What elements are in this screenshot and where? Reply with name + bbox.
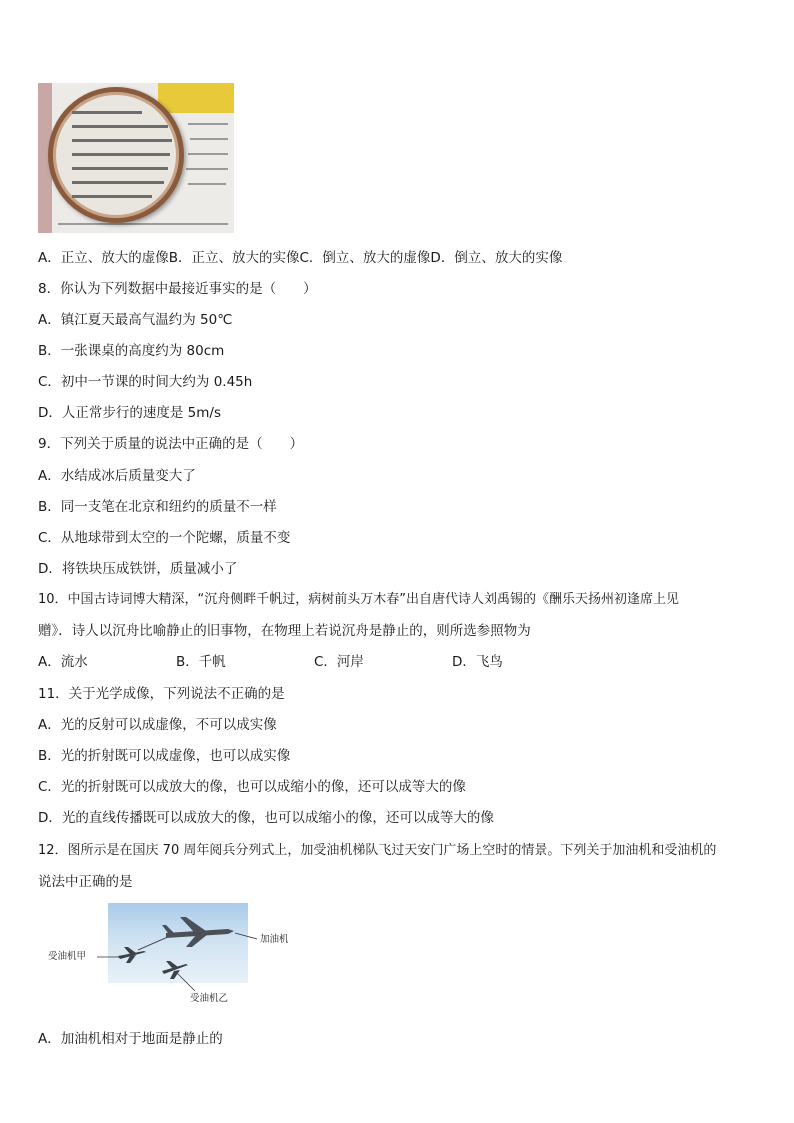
q7-options: A．正立、放大的虚像B．正立、放大的实像C．倒立、放大的虚像D．倒立、放大的实像 bbox=[38, 250, 563, 266]
q8-option-c: C．初中一节课的时间大约为 0.45h bbox=[38, 374, 253, 390]
q8-option-a: A．镇江夏天最高气温约为 50℃ bbox=[38, 312, 233, 328]
q10-stem-line1: 10．中国古诗词博大精深，“沉舟侧畔千帆过，病树前头万木春”出自唐代诗人刘禹锡的《酬乐天扬州初逢席上见 bbox=[38, 592, 680, 607]
q9-option-c: C．从地球带到太空的一个陀螺，质量不变 bbox=[38, 530, 291, 546]
q11-stem: 11．关于光学成像，下列说法不正确的是 bbox=[38, 686, 285, 702]
label-tanker: 加油机 bbox=[260, 934, 289, 945]
q10-option-b: B．千帆 bbox=[176, 654, 226, 670]
magnifier-photo bbox=[38, 83, 234, 233]
q10-option-c: C．河岸 bbox=[314, 654, 364, 670]
q9-option-d: D．将铁块压成铁饼，质量减小了 bbox=[38, 561, 238, 577]
q8-option-d: D．人正常步行的速度是 5m/s bbox=[38, 405, 222, 421]
q8-stem: 8．你认为下列数据中最接近事实的是（ ） bbox=[38, 281, 317, 297]
label-leader-lines bbox=[95, 925, 265, 1000]
q9-option-a: A．水结成冰后质量变大了 bbox=[38, 468, 196, 484]
q11-option-c: C．光的折射既可以成放大的像，也可以成缩小的像，还可以成等大的像 bbox=[38, 779, 466, 795]
q12-stem-line1: 12．图所示是在国庆 70 周年阅兵分列式上，加受油机梯队飞过天安门广场上空时的情景。下列关于加油机和受油机的 bbox=[38, 843, 717, 858]
q11-option-a: A．光的反射可以成虚像，不可以成实像 bbox=[38, 717, 277, 733]
q10-option-a: A．流水 bbox=[38, 654, 88, 670]
q11-option-b: B．光的折射既可以成虚像，也可以成实像 bbox=[38, 748, 291, 764]
q9-stem: 9．下列关于质量的说法中正确的是（ ） bbox=[38, 436, 304, 452]
q9-option-b: B．同一支笔在北京和纽约的质量不一样 bbox=[38, 499, 277, 515]
label-receiver-a: 受油机甲 bbox=[48, 951, 87, 962]
q10-option-d: D．飞鸟 bbox=[452, 654, 503, 670]
q10-stem-line2: 赠》．诗人以沉舟比喻静止的旧事物，在物理上若说沉舟是静止的，则所选参照物为 bbox=[38, 623, 531, 639]
q11-option-d: D．光的直线传播既可以成放大的像，也可以成缩小的像，还可以成等大的像 bbox=[38, 810, 494, 826]
q12-option-a: A．加油机相对于地面是静止的 bbox=[38, 1031, 223, 1047]
q8-option-b: B．一张课桌的高度约为 80cm bbox=[38, 343, 225, 359]
label-receiver-b: 受油机乙 bbox=[190, 993, 229, 1004]
q12-stem-line2: 说法中正确的是 bbox=[38, 874, 133, 890]
